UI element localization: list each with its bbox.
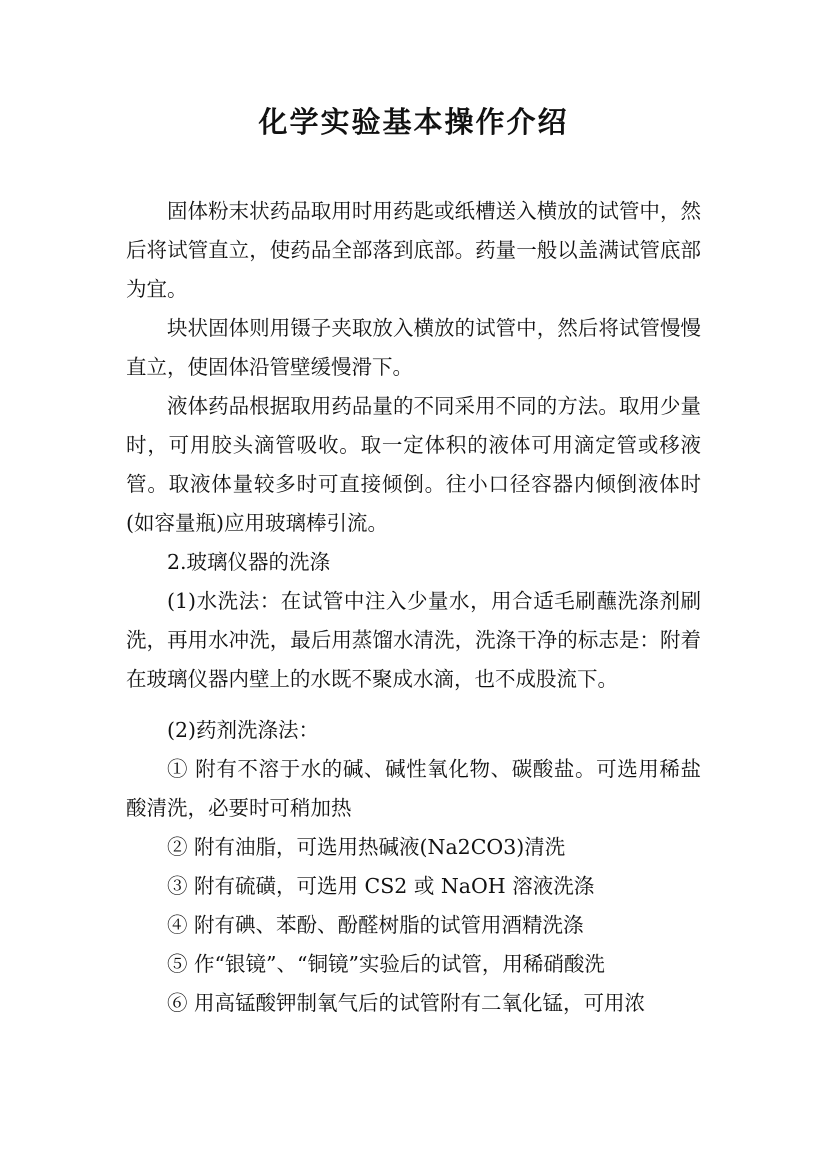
document-page <box>126 0 701 1170</box>
paragraph-water-washing: (1)水洗法：在试管中注入少量水，用合适毛刷蘸洗涤剂刷洗，再用水冲洗，最后用蒸馏水清洗，洗涤干净的标志是：附着在玻璃仪器内壁上的水既不聚成水滴，也不成股流下。 <box>126 589 701 691</box>
list-item-2: ② 附有油脂，可选用热碱液(Na2CO3)清洗 <box>167 835 566 859</box>
document-body <box>126 192 701 1023</box>
list-item-4: ④ 附有碘、苯酚、酚醛树脂的试管用酒精洗涤 <box>167 913 584 937</box>
list-item-1: ① 附有不溶于水的碱、碱性氧化物、碳酸盐。可选用稀盐酸清洗，必要时可稍加热 <box>126 757 701 820</box>
list-item-5: ⑤ 作“银镜”、“铜镜”实验后的试管，用稀硝酸洗 <box>167 952 605 976</box>
section-heading-glassware-washing: 2.玻璃仪器的洗涤 <box>167 550 331 574</box>
document-title: 化学实验基本操作介绍 <box>258 105 569 139</box>
paragraph-solid-block: 块状固体则用镊子夹取放入横放的试管中，然后将试管慢慢直立，使固体沿管壁缓慢滑下。 <box>126 316 701 379</box>
paragraph-solid-powder: 固体粉末状药品取用时用药匙或纸槽送入横放的试管中，然后将试管直立，使药品全部落到底部。药量一般以盖满试管底部为宜。 <box>126 199 701 301</box>
subheading-reagent-washing: (2)药剂洗涤法： <box>167 718 320 742</box>
paragraph-liquid: 液体药品根据取用药品量的不同采用不同的方法。取用少量时，可用胶头滴管吸收。取一定体积的液体可用滴定管或移液管。取液体量较多时可直接倾倒。往小口径容器内倾倒液体时(如容量瓶)应用玻璃棒引流。 <box>126 394 701 535</box>
list-item-3: ③ 附有硫磺，可选用 CS2 或 NaOH 溶液洗涤 <box>167 874 595 898</box>
list-item-6: ⑥ 用高锰酸钾制氧气后的试管附有二氧化锰，可用浓 <box>167 991 646 1015</box>
